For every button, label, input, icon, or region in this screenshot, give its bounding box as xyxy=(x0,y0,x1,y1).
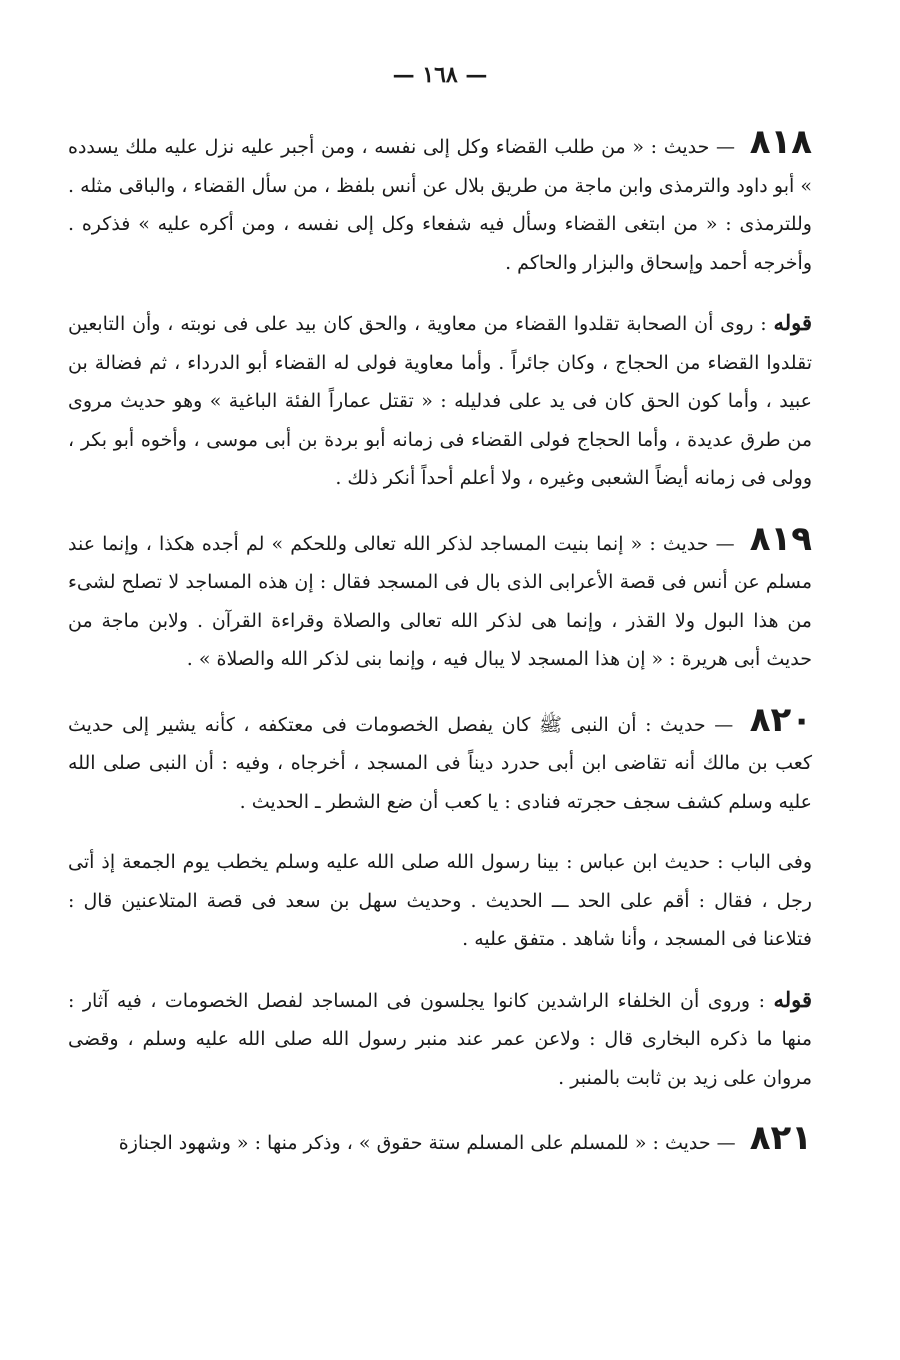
commentary-lead: قوله xyxy=(773,986,812,1012)
hadith-number: ٨١٨ xyxy=(749,122,812,162)
book-page xyxy=(68,55,812,1185)
chapter-note-paragraph xyxy=(68,843,812,959)
commentary-paragraph xyxy=(68,304,812,498)
chapter-note-text: وفى الباب : حديث ابن عباس : بينا رسول الله صلى الله عليه وسلم يخطب يوم الجمعة إذ أتى رجل ، فقال : أقم على الحد ـــ الحديث . وحديث سهل بن سعد فى قصة المتلاعنين قال : فتلاعنا فى المسجد ، وأنا شاهد . متفق عليه . xyxy=(68,851,812,950)
hadith-821-paragraph xyxy=(68,1119,812,1163)
hadith-number: ٨١٩ xyxy=(749,518,812,559)
hadith-text: — حديث : « للمسلم على المسلم ستة حقوق » ، وذكر منها : « وشهود الجنازة xyxy=(118,1132,736,1154)
commentary-lead: قوله xyxy=(773,310,812,335)
hadith-text: — حديث : « إنما بنيت المساجد لذكر الله تعالى وللحكم » لم أجده هكذا ، وإنما عند مسلم عن أنس فى قصة الأعرابى الذى بال فى المسجد فقال : إن هذه المساجد لا تصلح لشىء من هذا البول ولا القذر ، وإنما هى لذكر الله تعالى والصلاة وقراءة القرآن . ولابن ماجة من حديث أبى هريرة : « إن هذا المسجد لا يبال فيه ، وإنما بنى لذكر الله والصلاة » . xyxy=(68,532,812,670)
hadith-text: — حديث : « من طلب القضاء وكل إلى نفسه ، ومن أجبر عليه نزل عليه ملك يسدده » أبو داود والترمذى وابن ماجة من طريق بلال عن أنس بلفظ ، من سأل القضاء ، والباقى مثله . وللترمذى : « من ابتغى القضاء وسأل فيه شفعاء وكل إلى نفسه ، ومن أكره عليه » فذكره . وأخرجه أحمد وإسحاق والبزار والحاكم . xyxy=(68,136,812,274)
hadith-820-paragraph xyxy=(68,701,812,822)
page-number: — ١٦٨ — xyxy=(392,62,488,88)
commentary-paragraph xyxy=(68,981,812,1098)
hadith-number: ٨٢١ xyxy=(749,1118,812,1158)
hadith-819-paragraph xyxy=(68,520,812,679)
hadith-818-paragraph xyxy=(68,123,812,282)
hadith-text: — حديث : أن النبى ﷺ كان يفصل الخصومات فى معتكفه ، كأنه يشير إلى حديث كعب بن مالك أنه تقاضى ابن أبى حدرد ديناً فى المسجد ، أخرجاه ، وفيه : أن النبى صلى الله عليه وسلم كشف سجف حجرته فنادى : يا كعب أن ضع الشطر ـ الحديث . xyxy=(68,713,812,813)
commentary-text: : روى أن الصحابة تقلدوا القضاء من معاوية ، والحق كان بيد على فى نوبته ، وأن التابعين تقلدوا القضاء من الحجاج ، وكان جائراً . وأما معاوية فولى له القضاء أبو الدرداء ، ثم فضالة بن عبيد ، وأما كون الحق كان فى يد على فدليله : « تقتل عماراً الفئة الباغية » وهو حديث مروى من طرق عديدة ، وأما الحجاج فولى القضاء فى زمانه أبو بردة بن أبى موسى ، وأخوه أبو بكر ، وولى فى زمانه أيضاً الشعبى وغيره ، ولا أعلم أحداً أنكر ذلك . xyxy=(68,313,812,489)
commentary-text: : وروى أن الخلفاء الراشدين كانوا يجلسون فى المساجد لفصل الخصومات ، فيه آثار : منها ما ذكره البخارى قال : ولاعن عمر عند منبر رسول الله صلى الله عليه وسلم ، وقضى مروان على زيد بن ثابت بالمنبر . xyxy=(68,989,812,1089)
hadith-number: ٨٢٠ xyxy=(749,699,812,740)
